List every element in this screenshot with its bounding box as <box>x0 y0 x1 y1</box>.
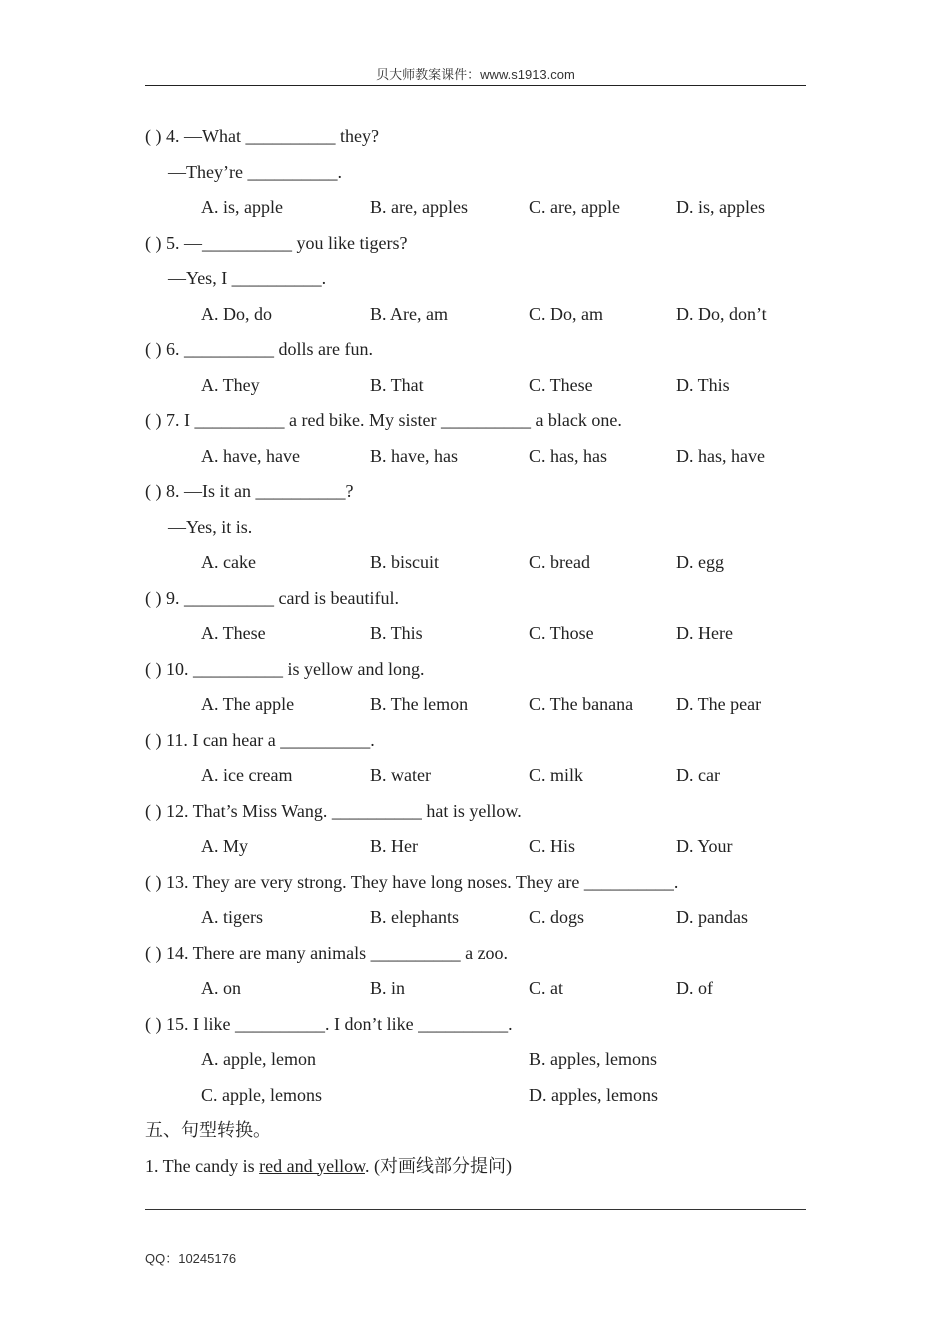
option-d: D. pandas <box>676 907 748 927</box>
option-row <box>145 439 806 475</box>
question-stem: ( ) 11. I can hear a __________. <box>145 729 375 750</box>
question-stem: ( ) 8. —Is it an __________? <box>145 481 354 501</box>
page-footer: QQ：10245176 <box>145 1251 237 1266</box>
option-a: A. tigers <box>201 907 263 927</box>
option-b: B. This <box>370 623 423 643</box>
option-b: B. Her <box>370 836 418 856</box>
question-sub: —Yes, it is. <box>168 516 253 537</box>
option-c: C. His <box>529 836 576 856</box>
option-c: C. Do, am <box>529 303 603 324</box>
question-stem: ( ) 10. __________ is yellow and long. <box>145 658 425 679</box>
option-row <box>145 190 806 226</box>
option-d: D. has, have <box>676 445 765 466</box>
question-sub: —They’re __________. <box>168 161 342 182</box>
option-c: C. apple, lemons <box>201 1084 322 1105</box>
option-b: B. That <box>370 374 424 395</box>
option-b: B. water <box>370 765 431 785</box>
option-a: A. These <box>201 623 266 643</box>
option-b: B. biscuit <box>370 552 440 572</box>
option-c: C. are, apple <box>529 197 620 217</box>
option-b: B. have, has <box>370 445 458 466</box>
question-stem: ( ) 4. —What __________ they? <box>145 126 379 146</box>
question-stem: ( ) 14. There are many animals __________ a zoo. <box>145 942 509 963</box>
option-row <box>145 368 806 404</box>
page-header: 贝大师教案课件：www.s1913.com <box>376 67 575 82</box>
question-stem: ( ) 9. __________ card is beautiful. <box>145 587 399 608</box>
option-a: A. have, have <box>201 445 300 466</box>
answer-line <box>145 1209 806 1210</box>
question-stem: ( ) 15. I like __________. I don’t like __________. <box>145 1013 513 1034</box>
option-c: C. has, has <box>529 445 607 466</box>
option-row <box>145 829 806 865</box>
option-c: C. Those <box>529 623 594 643</box>
option-b: B. Are, am <box>370 303 448 324</box>
header-rule <box>145 85 806 86</box>
option-b: B. elephants <box>370 907 459 927</box>
question-sub: —Yes, I __________. <box>168 268 327 288</box>
option-row <box>145 1042 806 1078</box>
option-d: D. Do, don’t <box>676 303 767 324</box>
option-c: C. These <box>529 374 593 395</box>
option-c: C. at <box>529 978 563 998</box>
option-b: B. apples, lemons <box>529 1049 657 1069</box>
option-d: D. This <box>676 374 730 395</box>
option-c: C. bread <box>529 552 590 572</box>
option-d: D. of <box>676 978 713 998</box>
option-row <box>145 616 806 652</box>
option-d: D. car <box>676 765 720 785</box>
option-a: A. on <box>201 978 241 998</box>
question-stem: ( ) 6. __________ dolls are fun. <box>145 339 373 359</box>
option-a: A. is, apple <box>201 197 283 217</box>
option-a: A. The apple <box>201 694 295 714</box>
rewrite-item <box>145 1149 806 1185</box>
question-stem: ( ) 12. That’s Miss Wang. __________ hat is yellow. <box>145 800 522 821</box>
option-d: D. egg <box>676 552 724 572</box>
rewrite-suffix: . (对画线部分提问) <box>364 1155 512 1176</box>
option-row <box>145 687 806 723</box>
option-d: D. Your <box>676 836 733 856</box>
option-row <box>145 297 806 333</box>
option-d: D. apples, lemons <box>529 1084 658 1105</box>
option-a: A. Do, do <box>201 303 272 324</box>
option-d: D. The pear <box>676 694 762 714</box>
option-c: C. milk <box>529 765 584 785</box>
exercise-content <box>145 119 806 1184</box>
option-row <box>145 1078 806 1114</box>
option-row <box>145 758 806 794</box>
option-a: A. My <box>201 836 249 856</box>
option-b: B. are, apples <box>370 197 468 217</box>
question-stem: ( ) 13. They are very strong. They have long noses. They are __________. <box>145 871 679 892</box>
option-d: D. Here <box>676 623 733 643</box>
option-c: C. The banana <box>529 694 634 714</box>
underlined-phrase: red and yellow <box>259 1155 365 1176</box>
question-stem: ( ) 5. —__________ you like tigers? <box>145 232 408 253</box>
option-a: A. apple, lemon <box>201 1049 316 1069</box>
option-b: B. in <box>370 978 406 998</box>
option-a: A. cake <box>201 552 256 572</box>
option-a: A. They <box>201 374 260 395</box>
option-row <box>145 900 806 936</box>
option-d: D. is, apples <box>676 197 765 217</box>
option-c: C. dogs <box>529 907 585 927</box>
option-a: A. ice cream <box>201 765 293 785</box>
question-stem: ( ) 7. I __________ a red bike. My sister __________ a black one. <box>145 410 622 430</box>
option-row <box>145 971 806 1007</box>
rewrite-prefix: 1. The candy is <box>145 1155 260 1176</box>
option-b: B. The lemon <box>370 694 469 714</box>
section-title: 五、句型转换。 <box>145 1120 271 1140</box>
option-row <box>145 545 806 581</box>
